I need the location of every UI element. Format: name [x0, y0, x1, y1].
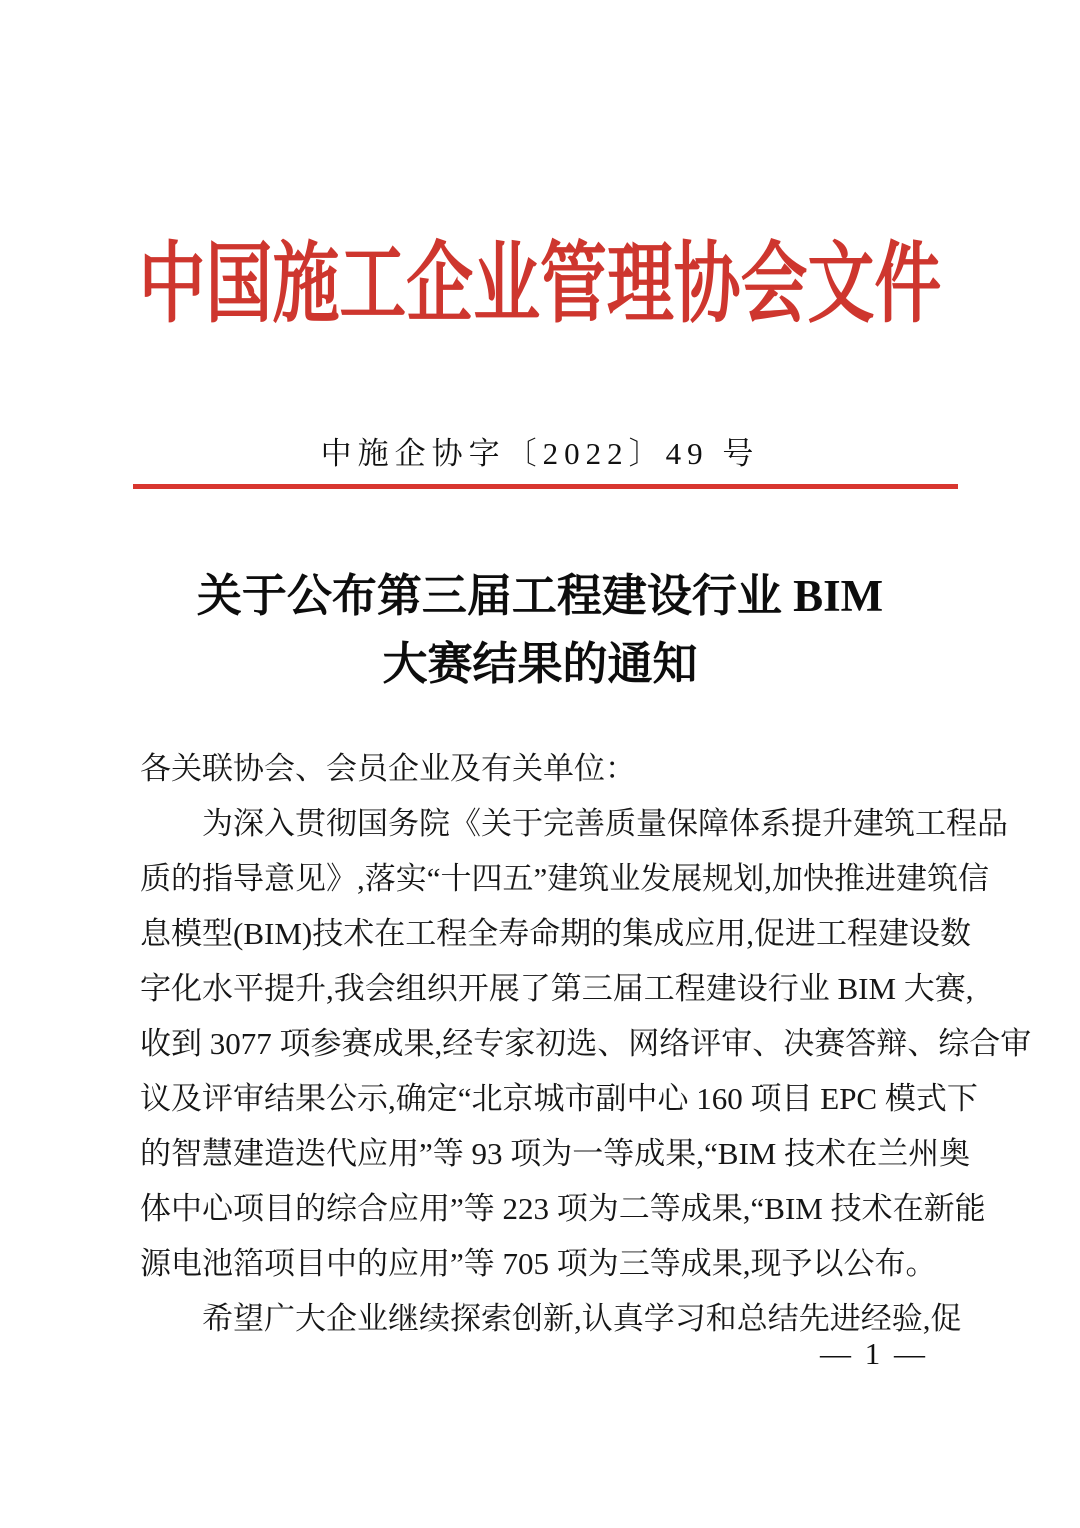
body-line: 议及评审结果公示,确定“北京城市副中心 160 项目 EPC 模式下 — [140, 1081, 978, 1116]
org-header — [0, 238, 1080, 338]
body-line: 息模型(BIM)技术在工程全寿命期的集成应用,促进工程建设数 — [140, 916, 971, 951]
body-line: 希望广大企业继续探索创新,认真学习和总结先进经验,促 — [202, 1301, 962, 1336]
body-line: 为深入贯彻国务院《关于完善质量保障体系提升建筑工程品 — [202, 806, 1008, 841]
document-body — [140, 741, 1032, 1346]
body-line: 收到 3077 项参赛成果,经专家初选、网络评审、决赛答辩、综合审 — [140, 1026, 1032, 1061]
notice-title-line2: 大赛结果的通知 — [382, 639, 698, 689]
body-line: 源电池箔项目中的应用”等 705 项为三等成果,现予以公布。 — [140, 1246, 937, 1281]
doc-reference-number: 中施企协字〔2022〕49 号 — [320, 436, 760, 471]
red-divider-line — [133, 484, 958, 489]
body-line: 质的指导意见》,落实“十四五”建筑业发展规划,加快推进建筑信 — [140, 861, 990, 896]
org-header-title: 中国施工企业管理协会文件 — [138, 237, 942, 334]
notice-title — [0, 562, 1080, 698]
body-line: 各关联协会、会员企业及有关单位： — [140, 751, 636, 786]
body-line: 体中心项目的综合应用”等 223 项为二等成果,“BIM 技术在新能 — [140, 1191, 986, 1226]
notice-title-line1: 关于公布第三届工程建设行业 BIM — [196, 571, 884, 621]
page-number: — 1 — — [820, 1336, 928, 1371]
body-line: 字化水平提升,我会组织开展了第三届工程建设行业 BIM 大赛, — [140, 971, 974, 1006]
body-line: 的智慧建造迭代应用”等 93 项为一等成果,“BIM 技术在兰州奥 — [140, 1136, 971, 1171]
